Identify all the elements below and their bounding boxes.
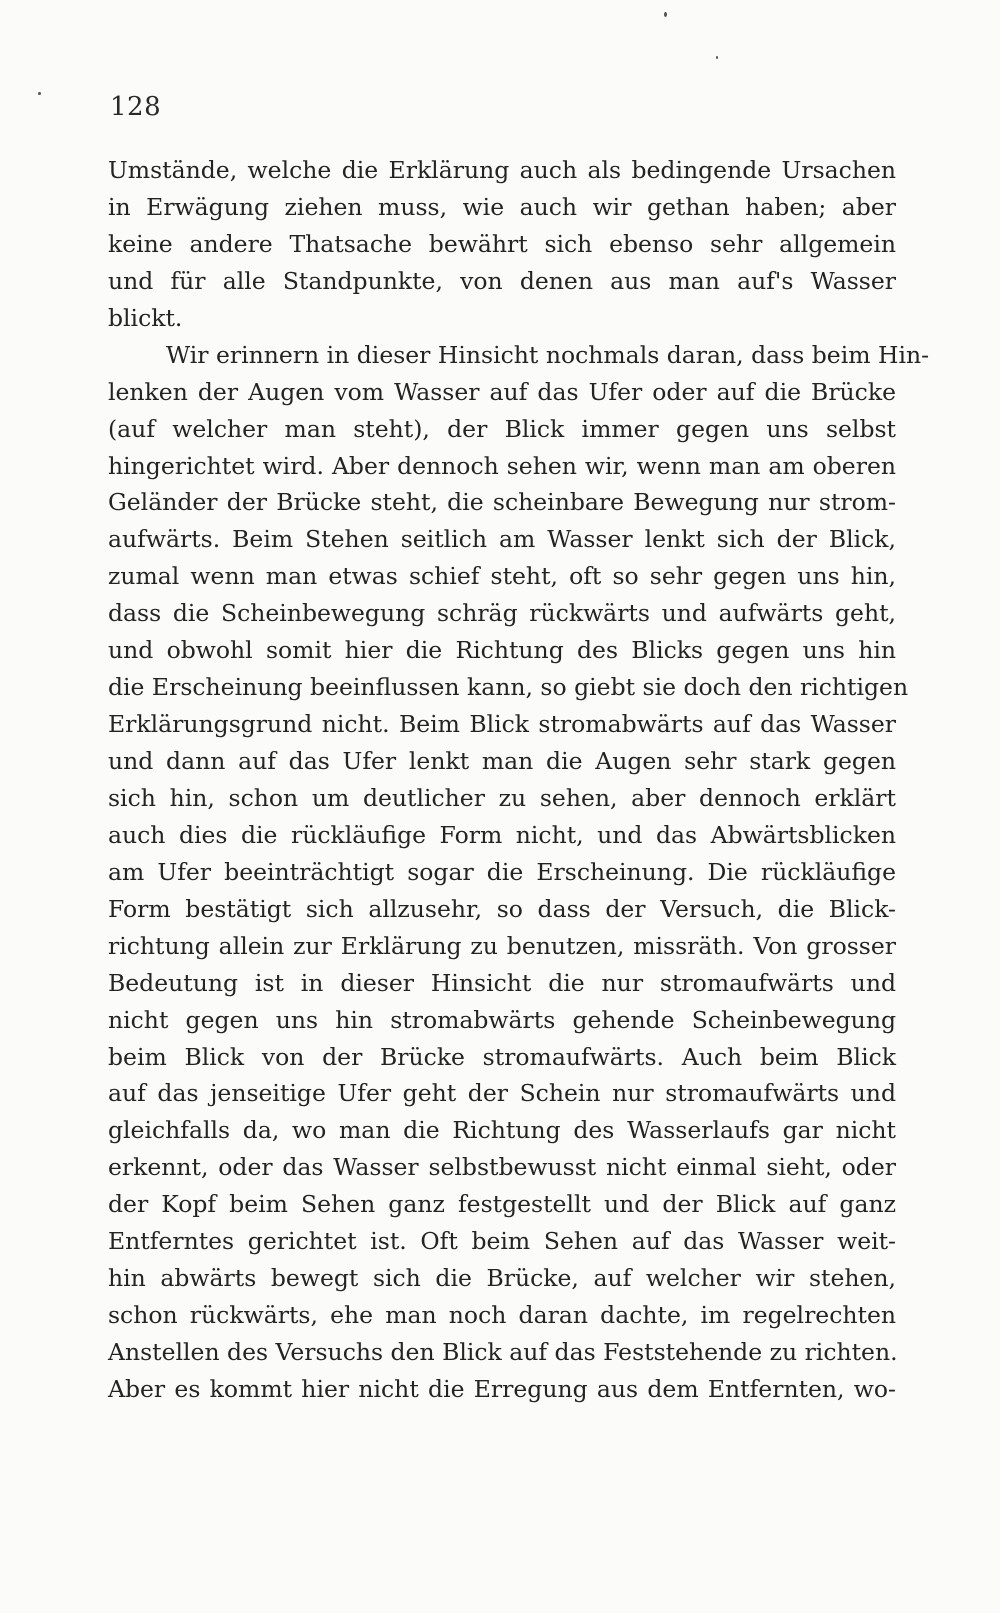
text-line: lenken der Augen vom Wasser auf das Ufer oder auf die Brücke: [108, 377, 896, 406]
text-line: dass die Scheinbewegung schräg rückwärts und aufwärts geht,: [108, 599, 896, 628]
text-line: Bedeutung ist in dieser Hinsicht die nur stromaufwärts und: [108, 968, 896, 997]
text-line: und obwohl somit hier die Richtung des Blicks gegen uns hin: [108, 636, 896, 665]
text-line: erkennt, oder das Wasser selbstbewusst nicht einmal sieht, oder: [108, 1153, 896, 1182]
text-line: schon rückwärts, ehe man noch daran dachte, im regelrechten: [108, 1301, 896, 1330]
text-line: auch dies die rückläufige Form nicht, und das Abwärtsblicken: [108, 820, 896, 849]
text-line: am Ufer beeinträchtigt sogar die Erscheinung. Die rückläufige: [108, 857, 896, 886]
text-line: und dann auf das Ufer lenkt man die Augen sehr stark gegen: [108, 747, 896, 775]
text-line: zumal wenn man etwas schief steht, oft so sehr gegen uns hin,: [108, 562, 896, 591]
text-line: hingerichtet wird. Aber dennoch sehen wir, wenn man am oberen: [108, 451, 896, 480]
text-line: aufwärts. Beim Stehen seitlich am Wasser lenkt sich der Blick,: [108, 525, 896, 554]
text-line: auf das jenseitige Ufer geht der Schein nur stromaufwärts und: [108, 1079, 896, 1108]
text-line: Wir erinnern in dieser Hinsicht nochmals daran, dass beim Hin-: [166, 340, 930, 369]
text-line: sich hin, schon um deutlicher zu sehen, aber dennoch erklärt: [108, 783, 896, 812]
text-line: hin abwärts bewegt sich die Brücke, auf welcher wir stehen,: [108, 1264, 896, 1293]
scan-speck: [716, 56, 718, 59]
text-line: Entferntes gerichtet ist. Oft beim Sehen auf das Wasser weit-: [108, 1227, 896, 1256]
body-text: [108, 152, 930, 1408]
text-line: beim Blick von der Brücke stromaufwärts. Auch beim Blick: [108, 1042, 896, 1071]
text-line: nicht gegen uns hin stromabwärts gehende Scheinbewegung: [108, 1005, 896, 1034]
text-line: Umstände, welche die Erklärung auch als bedingende Ursachen: [108, 156, 896, 184]
text-line: Aber es kommt hier nicht die Erregung aus dem Entfernten, wo-: [108, 1374, 896, 1403]
text-line: keine andere Thatsache bewährt sich ebenso sehr allgemein: [108, 229, 896, 258]
text-line: Erklärungsgrund nicht. Beim Blick stromabwärts auf das Wasser: [108, 710, 896, 739]
text-line: richtung allein zur Erklärung zu benutzen, missräth. Von grosser: [108, 931, 896, 960]
text-line: der Kopf beim Sehen ganz festgestellt und der Blick auf ganz: [108, 1190, 896, 1219]
text-line: blickt.: [108, 303, 183, 332]
text-line: und für alle Standpunkte, von denen aus man auf's Wasser: [108, 266, 896, 295]
text-line: Anstellen des Versuchs den Blick auf das Feststehende zu richten.: [108, 1338, 898, 1366]
text-line: (auf welcher man steht), der Blick immer gegen uns selbst: [108, 414, 896, 443]
scan-speck: [664, 12, 667, 17]
text-line: Form bestätigt sich allzusehr, so dass der Versuch, die Blick-: [108, 894, 896, 923]
page-number: 128: [110, 92, 162, 122]
text-line: Geländer der Brücke steht, die scheinbare Bewegung nur strom-: [108, 488, 896, 517]
text-line: die Erscheinung beeinflussen kann, so giebt sie doch den richtigen: [108, 673, 909, 702]
scan-speck: [38, 92, 41, 95]
text-line: in Erwägung ziehen muss, wie auch wir gethan haben; aber: [108, 192, 896, 221]
text-line: gleichfalls da, wo man die Richtung des Wasserlaufs gar nicht: [108, 1116, 896, 1145]
